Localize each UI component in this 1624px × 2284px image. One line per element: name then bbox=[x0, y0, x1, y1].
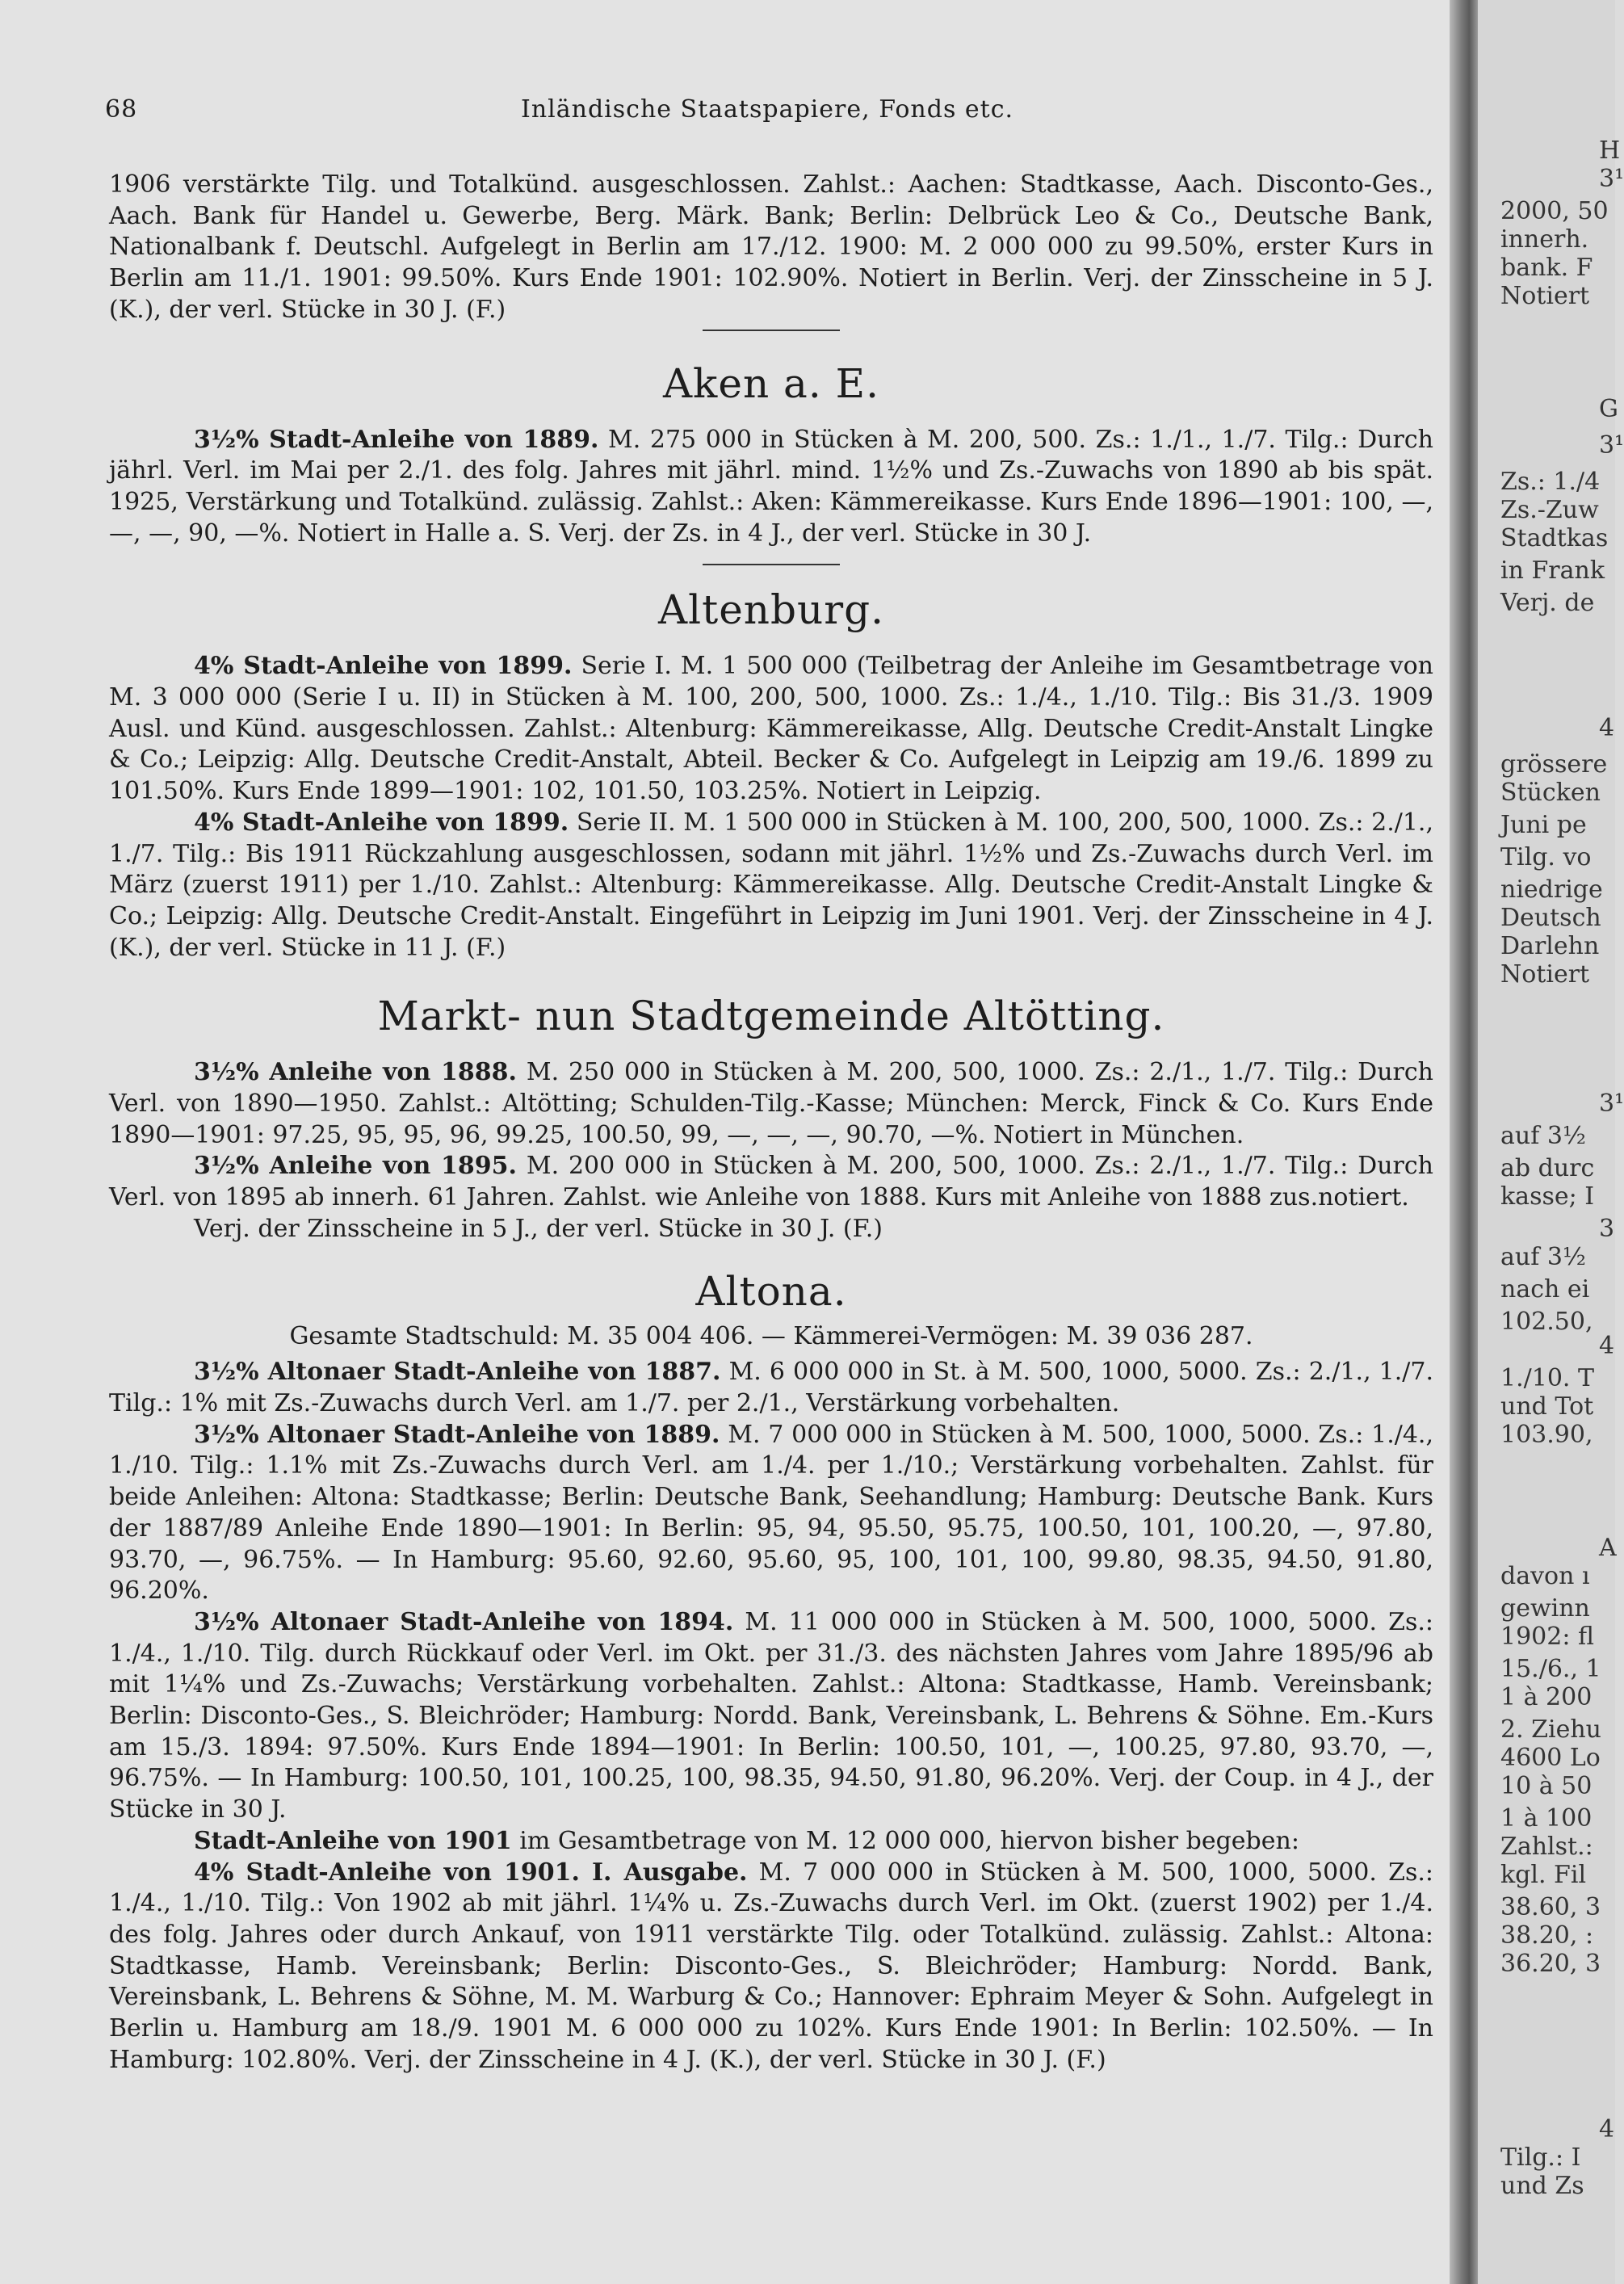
section-title-altenburg: Altenburg. bbox=[658, 586, 884, 634]
entry-altona-1901-ausgabe-i bbox=[109, 1858, 1433, 2076]
adjacent-page-line: gewinn bbox=[1500, 1594, 1590, 1623]
entry-text: M. 7 000 000 in Stücken à M. 500, 1000, 5000. Zs.: 1./4., 1./10. Tilg.: 1.1% mit Zs.-Zuwachs durch Verl. am 1./4. per 1./10.; Verstärkung vorbehalten. Zahlst. für beide Anleihen: Altona: Stadtkasse; Berlin: Deutsche Bank, Seehandlung; Hamburg: Deutsche Bank. Kurs der 1887/89 Anleihe Ende 1890—1901: In Berlin: 95, 94, 95.50, 95.75, 100.50, 101, 100.20, —, 97.80, 93.70, —, 96.75%. — In Hamburg: 95.60, 92.60, 95.60, 95, 100, 101, 100, 99.80, 98.35, 94.50, 91.80, 96.20%. bbox=[109, 1420, 1434, 1606]
adjacent-page-line: kasse; I bbox=[1500, 1182, 1595, 1211]
adjacent-page-line: G bbox=[1599, 395, 1618, 423]
entry-text: M. 275 000 in Stücken à M. 200, 500. Zs.: 1./1., 1./7. Tilg.: Durch jährl. Verl. im Mai per 2./1. des folg. Jahres mit jährl. mind. 1½% und Zs.-Zuwachs von 1890 ab bis spät. 1925, Verstärkung und Totalkünd. zulässig. Zahlst.: Aken: Kämmereikasse. Kurs Ende 1896—1901: 100, —, —, —, 90, —%. Notiert in Halle a. S. Verj. der Zs. in 4 J., der verl. Stücke in 30 J. bbox=[109, 425, 1433, 548]
entry-heading: 4% Stadt-Anleihe von 1899. bbox=[194, 808, 569, 837]
entry-aken-1889 bbox=[109, 425, 1433, 550]
adjacent-page-line: 38.60, 3 bbox=[1500, 1893, 1601, 1921]
entry-heading: 3½% Anleihe von 1888. bbox=[194, 1058, 517, 1087]
entry-altenburg-1899-serie-i bbox=[109, 651, 1433, 808]
adjacent-page-line: Zs.: 1./4 bbox=[1500, 468, 1601, 496]
adjacent-page-line: Stadtkas bbox=[1500, 524, 1609, 552]
adjacent-page-line: und Zs bbox=[1500, 2172, 1584, 2200]
adjacent-page-line: 4 bbox=[1599, 2115, 1615, 2143]
adjacent-page-fragment bbox=[1478, 0, 1624, 2284]
adjacent-page-line: 3¹ bbox=[1599, 1090, 1624, 1118]
section-title-altoetting: Markt- nun Stadtgemeinde Altötting. bbox=[377, 993, 1165, 1040]
entry-heading: 3½% Altonaer Stadt-Anleihe von 1894. bbox=[194, 1607, 734, 1636]
entry-heading: 4% Stadt-Anleihe von 1899. bbox=[194, 652, 573, 681]
entry-heading: 3½% Stadt-Anleihe von 1889. bbox=[194, 425, 599, 454]
adjacent-page-line: innerh. bbox=[1500, 225, 1589, 254]
entry-altona-1901-total bbox=[109, 1826, 1433, 1858]
adjacent-page-line: 1902: fl bbox=[1500, 1623, 1595, 1651]
adjacent-page-line: Deutsch bbox=[1500, 904, 1601, 932]
entry-altona-1894 bbox=[109, 1607, 1433, 1826]
intro-paragraph: 1906 verstärkte Tilg. und Totalkünd. ausgeschlossen. Zahlst.: Aachen: Stadtkasse, Aach. Disconto-Ges., Aach. Bank für Handel u. Gewerbe, Berg. Märk. Bank; Berlin: Delbrück Leo & Co., Deutsche Bank, Nationalbank f. Deutschl. Aufgelegt in Berlin am 17./12. 1900: M. 2 000 000 zu 99.50%, erster Kurs in Berlin am 11./1. 1901: 99.50%. Kurs Ende 1901: 102.90%. Notiert in Berlin. Verj. der Zinsscheine in 5 J. (K.), der verl. Stücke in 30 J. (F.) bbox=[109, 170, 1433, 324]
adjacent-page-line: 1 à 100 bbox=[1500, 1804, 1593, 1833]
adjacent-page-line: 2. Ziehu bbox=[1500, 1715, 1601, 1744]
adjacent-page-line: auf 3½ bbox=[1500, 1122, 1587, 1150]
adjacent-page-line: 4600 Lo bbox=[1500, 1744, 1601, 1772]
adjacent-page-line: niedrige bbox=[1500, 875, 1603, 904]
entry-altoetting-verj: Verj. der Zinsscheine in 5 J., der verl. Stücke in 30 J. (F.) bbox=[194, 1214, 883, 1243]
adjacent-page-line: 3 bbox=[1599, 1215, 1615, 1243]
entry-text: Serie I. M. 1 500 000 (Teilbetrag der Anleihe im Gesamtbetrage von M. 3 000 000 (Serie I u. II) in Stücken à M. 100, 200, 500, 1000. Zs.: 1./4., 1./10. Tilg.: Bis 31./3. 1909 Ausl. und Künd. ausgeschlossen. Zahlst.: Altenburg: Kämmereikasse, Allg. Deutsche Credit-Anstalt Lingke & Co.; Leipzig: Allg. Deutsche Credit-Anstalt, Abteil. Becker & Co. Aufgelegt in Leipzig am 19./6. 1899 zu 101.50%. Kurs Ende 1899—1901: 102, 101.50, 103.25%. Notiert in Leipzig. bbox=[109, 652, 1433, 806]
entry-text: M. 200 000 in Stücken à M. 200, 500, 1000. Zs.: 2./1., 1./7. Tilg.: Durch Verl. von 1895 ab innerh. 61 Jahren. Zahlst. wie Anleihe von 1888. Kurs mit Anleihe von 1888 zus.notiert. bbox=[109, 1152, 1433, 1212]
entry-altenburg-1899-serie-ii bbox=[109, 808, 1433, 964]
running-title: Inländische Staatspapiere, Fonds etc. bbox=[520, 95, 1014, 124]
entry-heading: 3½% Altonaer Stadt-Anleihe von 1887. bbox=[194, 1358, 721, 1387]
running-head bbox=[105, 95, 1429, 128]
adjacent-page-line: Darlehn bbox=[1500, 932, 1600, 960]
entry-text: M. 250 000 in Stücken à M. 200, 500, 1000. Zs.: 2./1., 1./7. Tilg.: Durch Verl. von 1890—1950. Zahlst.: Altötting; Schulden-Tilg.-Kasse; München: Merck, Finck & Co. Kurs Ende 1890—1901: 97.25, 95, 95, 96, 99.25, 100.50, 99, —, —, —, 90.70, —%. Notiert in München. bbox=[109, 1058, 1433, 1149]
adjacent-page-line: davon ı bbox=[1500, 1562, 1590, 1590]
adjacent-page-line: Tilg. vo bbox=[1500, 843, 1592, 871]
adjacent-page-line: 2000, 50 bbox=[1500, 197, 1609, 225]
entry-altoetting-1888 bbox=[109, 1057, 1433, 1151]
adjacent-page-line: bank. F bbox=[1500, 254, 1593, 282]
adjacent-page-line: Juni pe bbox=[1500, 811, 1587, 839]
adjacent-page-line: 38.20, : bbox=[1500, 1921, 1594, 1950]
adjacent-page-line: Verj. de bbox=[1500, 589, 1595, 617]
entry-heading: 3½% Altonaer Stadt-Anleihe von 1889. bbox=[194, 1420, 720, 1449]
adjacent-page-line: A bbox=[1599, 1534, 1617, 1562]
page-number: 68 bbox=[105, 95, 138, 124]
adjacent-page-line: und Tot bbox=[1500, 1392, 1594, 1421]
entry-altona-1887 bbox=[109, 1357, 1433, 1419]
adjacent-page-line: Tilg.: I bbox=[1500, 2143, 1581, 2172]
adjacent-page-line: 1 à 200 bbox=[1500, 1683, 1593, 1711]
adjacent-page-line: 3¹ bbox=[1599, 431, 1624, 460]
entry-heading: 3½% Anleihe von 1895. bbox=[194, 1152, 517, 1181]
entry-text: im Gesamtbetrage von M. 12 000 000, hiervon bisher begeben: bbox=[511, 1826, 1299, 1855]
entry-altona-1889 bbox=[109, 1420, 1433, 1607]
adjacent-page-line: H bbox=[1599, 136, 1621, 165]
entry-text: M. 7 000 000 in Stücken à M. 500, 1000, 5000. Zs.: 1./4., 1./10. Tilg.: Von 1902 ab mit jährl. 1¼% u. Zs.-Zuwachs durch Verl. im Okt. (zuerst 1902) per 1./4. des folg. Jahres oder durch Ankauf, von 1911 verstärkte Tilg. oder Totalkünd. zulässig. Zahlst.: Altona: Stadtkasse, Hamb. Vereinsbank; Berlin: Disconto-Ges., S. Bleichröder; Hamburg: Nordd. Bank, Vereinsbank, L. Behrens & Söhne, M. M. Warburg & Co.; Hannover: Ephraim Meyer & Sohn. Aufgelegt in Berlin u. Hamburg am 18./9. 1901 M. 6 000 000 zu 102%. Kurs Ende 1901: In Berlin: 102.50%. — In Hamburg: 102.80%. Verj. der Zinsscheine in 4 J. (K.), der verl. Stücke in 30 J. (F.) bbox=[109, 1858, 1433, 2074]
section-title-aken: Aken a. E. bbox=[662, 359, 880, 407]
section-divider bbox=[703, 330, 840, 331]
section-title-altona: Altona. bbox=[695, 1267, 847, 1315]
altona-summary: Gesamte Stadtschuld: M. 35 004 406. — Kämmerei-Vermögen: M. 39 036 287. bbox=[289, 1321, 1253, 1350]
adjacent-page-line: ab durc bbox=[1500, 1154, 1595, 1182]
entry-altoetting-1895 bbox=[109, 1151, 1433, 1213]
adjacent-page-line: Zahlst.: bbox=[1500, 1833, 1593, 1861]
page-content bbox=[109, 170, 1433, 2076]
book-gutter bbox=[1450, 0, 1478, 2284]
adjacent-page-line: Zs.-Zuw bbox=[1500, 496, 1599, 524]
entry-heading: 4% Stadt-Anleihe von 1901. I. Ausgabe. bbox=[194, 1858, 748, 1887]
adjacent-page-line: Notiert bbox=[1500, 960, 1590, 989]
adjacent-page-line: 15./6., 1 bbox=[1500, 1655, 1601, 1683]
adjacent-page-line: grössere bbox=[1500, 750, 1608, 779]
adjacent-page-line: 4 bbox=[1599, 714, 1615, 742]
adjacent-page-line: 4 bbox=[1599, 1332, 1615, 1360]
adjacent-page-line: 102.50, bbox=[1500, 1308, 1593, 1336]
entry-text: M. 6 000 000 in St. à M. 500, 1000, 5000. Zs.: 2./1., 1./7. Tilg.: 1% mit Zs.-Zuwachs durch Verl. am 1./7. per 2./1., Verstärkung vorbehalten. bbox=[109, 1358, 1434, 1417]
entry-text: Serie II. M. 1 500 000 in Stücken à M. 100, 200, 500, 1000. Zs.: 2./1., 1./7. Tilg.: Bis 1911 Rückzahlung ausgeschlossen, sodann mit jährl. 1½% und Zs.-Zuwachs durch Verl. im März (zuerst 1911) per 1./10. Zahlst.: Altenburg: Kämmereikasse. Allg. Deutsche Credit-Anstalt Lingke & Co.; Leipzig: Allg. Deutsche Credit-Anstalt. Eingeführt in Leipzig im Juni 1901. Verj. der Zinsscheine in 4 J. (K.), der verl. Stücke in 11 J. (F.) bbox=[109, 808, 1433, 962]
adjacent-page-line: auf 3½ bbox=[1500, 1243, 1587, 1271]
entry-heading: Stadt-Anleihe von 1901 bbox=[194, 1826, 512, 1855]
section-divider bbox=[703, 564, 840, 565]
adjacent-page-line: 3¹ bbox=[1599, 165, 1624, 193]
adjacent-page-line: in Frank bbox=[1500, 556, 1605, 585]
adjacent-page-line: Stücken bbox=[1500, 779, 1601, 807]
adjacent-page-line: nach ei bbox=[1500, 1275, 1590, 1304]
adjacent-page-line: 1./10. T bbox=[1500, 1364, 1594, 1392]
entry-text: M. 11 000 000 in Stücken à M. 500, 1000, 5000. Zs.: 1./4., 1./10. Tilg. durch Rückkauf oder Verl. im Okt. per 31./3. des nächsten Jahres vom Jahre 1895/96 ab mit 1¼% und Zs.-Zuwachs; Verstärkung vorbehalten. Zahlst.: Altona: Stadtkasse, Hamb. Vereinsbank; Berlin: Disconto-Ges., S. Bleichröder; Hamburg: Nordd. Bank, Vereinsbank, L. Behrens & Söhne. Em.-Kurs am 15./3. 1894: 97.50%. Kurs Ende 1894—1901: In Berlin: 100.50, 101, —, 100.25, 97.80, 93.70, —, 96.75%. — In Hamburg: 100.50, 101, 100.25, 100, 98.35, 94.50, 91.80, 96.20%. Verj. der Coup. in 4 J., der Stücke in 30 J. bbox=[109, 1607, 1433, 1824]
adjacent-page-line: 10 à 50 bbox=[1500, 1772, 1593, 1800]
adjacent-page-line: 36.20, 3 bbox=[1500, 1950, 1601, 1978]
adjacent-page-line: 103.90, bbox=[1500, 1421, 1593, 1449]
adjacent-page-line: Notiert bbox=[1500, 282, 1590, 310]
adjacent-page-line: kgl. Fil bbox=[1500, 1861, 1587, 1889]
